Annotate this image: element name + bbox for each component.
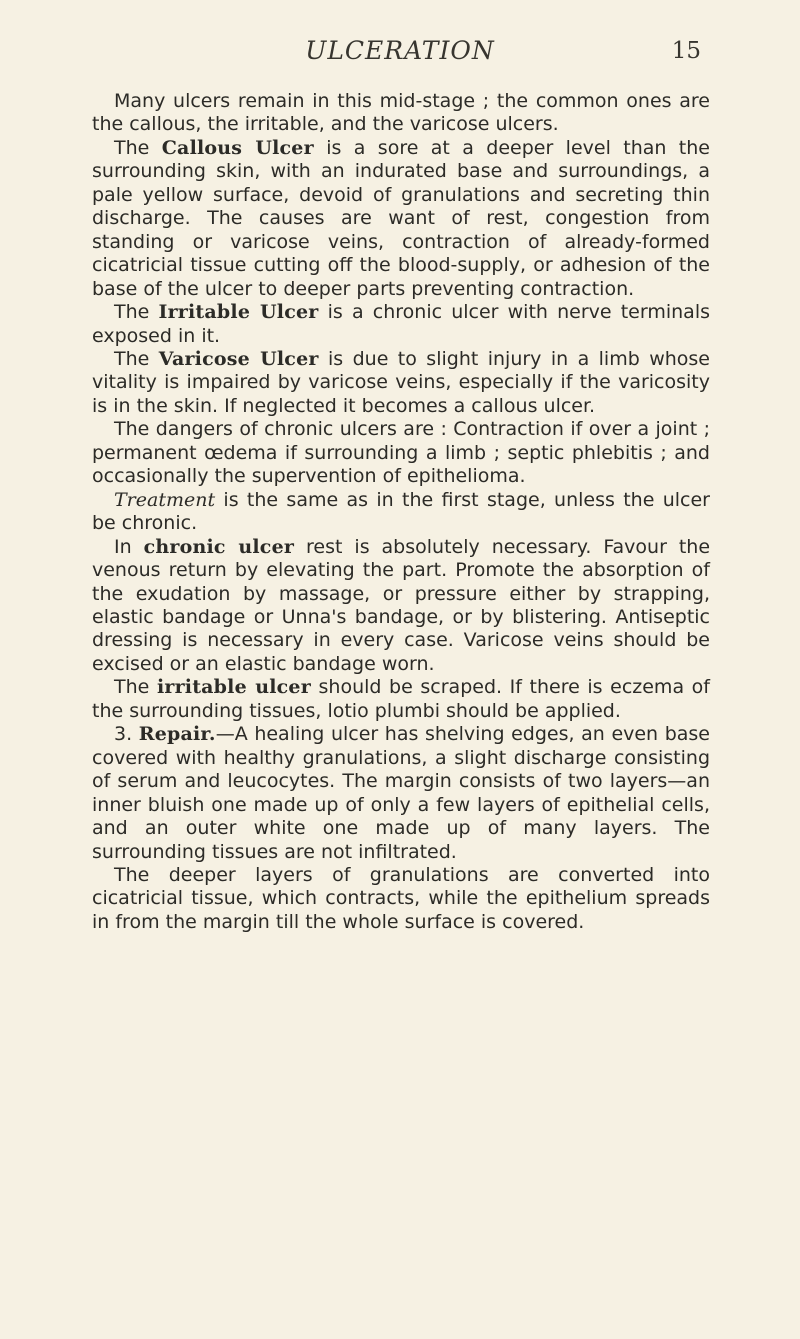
- page-number: 15: [671, 38, 701, 64]
- irritable-ulcer-heading: Irritable Ulcer: [158, 301, 319, 324]
- chronic-lead: In: [114, 535, 144, 558]
- paragraph-intro: [92, 90, 710, 137]
- callous-lead: The: [114, 136, 162, 159]
- paragraph-treatment: [92, 489, 710, 536]
- repair-heading: Repair.: [138, 723, 216, 746]
- paragraph-irritable-ulcer: [92, 301, 710, 348]
- intro-text: Many ulcers remain in this mid-stage ; the common ones are the callous, the irritable, and the varicose ulcers.: [92, 90, 710, 136]
- chronic-ulcer-heading: chronic ulcer: [143, 535, 295, 558]
- running-title: ULCERATION: [305, 36, 495, 65]
- running-head: [0, 34, 800, 74]
- paragraph-irritable-treatment: [92, 676, 710, 723]
- paragraph-callous-ulcer: [92, 137, 710, 301]
- paragraph-varicose-ulcer: [92, 348, 710, 418]
- varicose-ulcer-text: is due to slight injury in a limb whose vitality is impaired by varicose veins, especially if the varicosity is in the skin. If neglected it becomes a callous ulcer.: [92, 347, 710, 417]
- irritable-treatment-text: should be scraped. If there is eczema of the surrounding tissues, lotio plumbi should be applied.: [92, 676, 710, 722]
- chronic-ulcer-text: rest is absolutely necessary. Favour the venous return by elevating the part. Promote the absorption of the exudation by massage, or pressure either by strapping, elastic bandage or Unna's bandage, or by blistering. Antiseptic dressing is necessary in every case. Varicose veins should be excised or an elastic bandage worn.: [92, 535, 711, 675]
- repair-text: —A healing ulcer has shelving edges, an even base covered with healthy granulations, a slight discharge consisting of serum and leucocytes. The margin consists of two layers—an inner bluish one made up of only a few layers of epithelial cells, and an outer white one made up of many layers. The surrounding tissues are not infiltrated.: [92, 723, 710, 863]
- paragraph-chronic-ulcer: [92, 536, 710, 677]
- varicose-lead: The: [114, 347, 159, 370]
- paragraph-dangers: [92, 418, 710, 488]
- granulations-text: The deeper layers of granulations are converted into cicatricial tissue, which contracts, while the epithelium spreads in from the margin till the whole surface is covered.: [92, 863, 710, 933]
- irritable-treatment-lead: The: [114, 676, 157, 699]
- treatment-heading: Treatment: [114, 488, 216, 511]
- callous-ulcer-heading: Callous Ulcer: [161, 136, 314, 159]
- paragraph-repair: [92, 723, 710, 864]
- paragraph-granulations: [92, 864, 710, 934]
- dangers-text: The dangers of chronic ulcers are : Contraction if over a joint ; permanent œdema if surrounding a limb ; septic phlebitis ; and occasionally the supervention of epithelioma.: [92, 418, 710, 488]
- repair-number: 3.: [114, 723, 139, 746]
- irritable-treatment-heading: irritable ulcer: [156, 676, 311, 699]
- varicose-ulcer-heading: Varicose Ulcer: [158, 347, 319, 370]
- irritable-ulcer-text: is a chronic ulcer with nerve terminals exposed in it.: [92, 301, 710, 347]
- treatment-text: is the same as in the first stage, unless the ulcer be chronic.: [92, 488, 710, 535]
- body-text: [92, 90, 710, 934]
- irritable-lead: The: [114, 301, 159, 324]
- callous-ulcer-text: is a sore at a deeper level than the surrounding skin, with an indurated base and surroundings, a pale yellow surface, devoid of granulations and secreting thin discharge. The causes are want of rest, congestion from standing or varicose veins, contraction of already-formed cicatricial tissue cutting off the blood-supply, or adhesion of the base of the ulcer to deeper parts preventing contraction.: [92, 136, 710, 300]
